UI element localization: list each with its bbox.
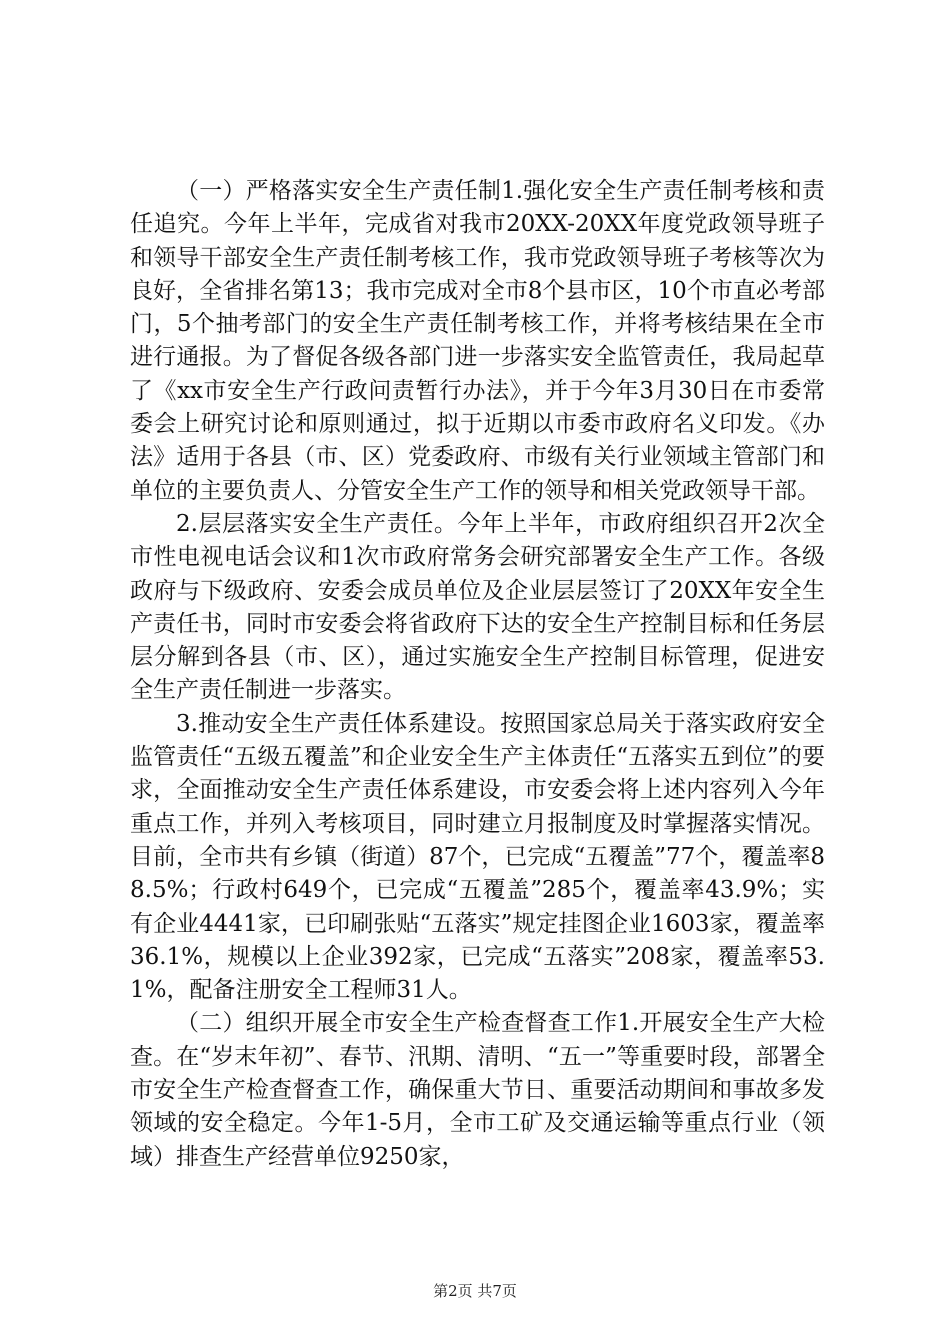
paragraph-responsibility-framework: 3.推动安全生产责任体系建设。按照国家总局关于落实政府安全监管责任“五级五覆盖”和企业安全生产主体责任“五落实五到位”的要求，全面推动安全生产责任体系建设，市安委会将上述内容列入今年重点工作，并列入考核项目，同时建立月报制度及时掌握落实情况。目前，全市共有乡镇（街道）87个，已完成“五覆盖”77个，覆盖率88.5%；行政村649个，已完成“五覆盖”285个，覆盖率43.9%；实有企业4441家，已印刷张贴“五落实”规定挂图企业1603家，覆盖率36.1%，规模以上企业392家，已完成“五落实”208家，覆盖率53.1%，配备注册安全工程师31人。 bbox=[130, 710, 825, 1004]
paragraph-layered-responsibility: 2.层层落实安全生产责任。今年上半年，市政府组织召开2次全市性电视电话会议和1次市政府常务会研究部署安全生产工作。各级政府与下级政府、安委会成员单位及企业层层签订了20XX年安全生产责任书，同时市安委会将省政府下达的安全生产控制目标和任务层层分解到各县（市、区），通过实施安全生产控制目标管理，促进安全生产责任制进一步落实。 bbox=[130, 510, 825, 704]
document-body bbox=[130, 175, 825, 1174]
paragraph-responsibility-system: （一）严格落实安全生产责任制1.强化安全生产责任制考核和责任追究。今年上半年，完成省对我市20XX-20XX年度党政领导班子和领导干部安全生产责任制考核工作，我市党政领导班子考核等次为良好，全省排名第13；我市完成对全市8个县市区，10个市直必考部门，5个抽考部门的安全生产责任制考核工作，并将考核结果在全市进行通报。为了督促各级各部门进一步落实安全监管责任，我局起草了《xx市安全生产行政问责暂行办法》，并于今年3月30日在市委常委会上研究讨论和原则通过，拟于近期以市委市政府名义印发。《办法》适用于各县（市、区）党委政府、市级有关行业领域主管部门和单位的主要负责人、分管安全生产工作的领导和相关党政领导干部。 bbox=[130, 178, 825, 504]
paragraph-safety-inspection: （二）组织开展全市安全生产检查督查工作1.开展安全生产大检查。在“岁末年初”、春节、汛期、清明、“五一”等重要时段，部署全市安全生产检查督查工作，确保重大节日、重要活动期间和事故多发领域的安全稳定。今年1-5月，全市工矿及交通运输等重点行业（领域）排查生产经营单位9250家， bbox=[130, 1010, 825, 1170]
page-footer: 第2页 共7页 bbox=[433, 1282, 517, 1300]
